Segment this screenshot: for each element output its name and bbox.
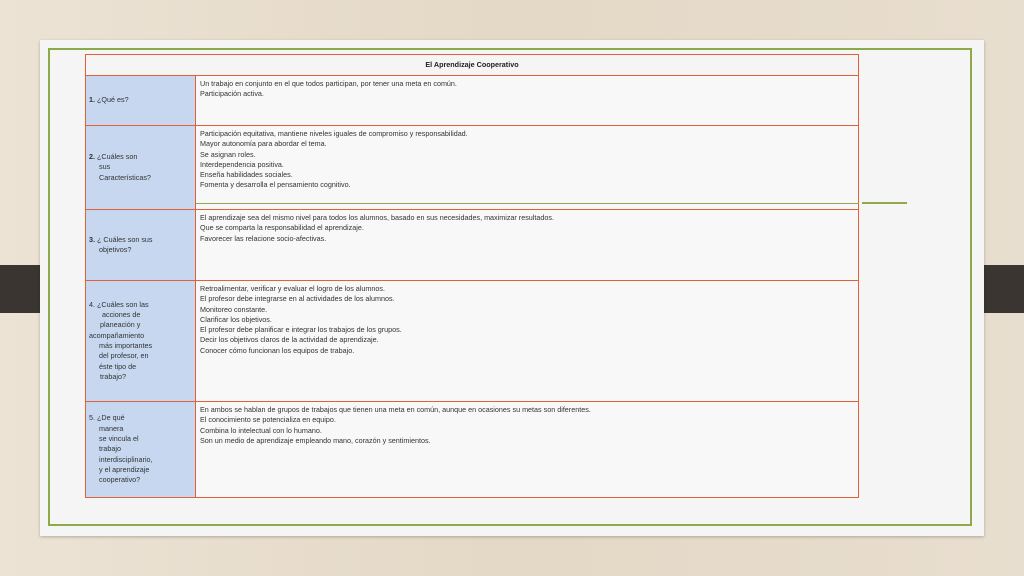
question-text: más importantes: [99, 341, 153, 350]
answer-line: Participación activa.: [200, 89, 264, 99]
question-text: planeación y: [100, 320, 141, 330]
question-text: manera: [99, 423, 124, 433]
question-number: 4.: [89, 299, 95, 309]
answer-line: Interdependencia positiva.: [200, 159, 284, 169]
answer-line: Enseña habilidades sociales.: [200, 170, 293, 180]
question-text: trabajo: [99, 444, 121, 454]
answer-line: El conocimiento se potencializa en equipo.: [200, 415, 336, 425]
answer-cell: [196, 281, 859, 402]
question-text: ¿Cuáles son las: [97, 299, 149, 309]
question-text: sus: [99, 162, 111, 172]
question-text: ¿Qué es?: [97, 95, 129, 105]
question-text: Características?: [99, 172, 151, 182]
question-text: interdisciplinario,: [99, 454, 153, 464]
question-number: 2.: [89, 152, 95, 162]
answer-line: Son un medio de aprendizaje empleando mano, corazón y sentimientos.: [200, 435, 431, 445]
answer-line: Mayor autonomía para abordar el tema.: [200, 139, 327, 149]
answer-line: Fomenta y desarrolla el pensamiento cognitivo.: [200, 180, 351, 190]
table-title-row: [86, 55, 859, 76]
answer-line: Combina lo intelectual con lo humano.: [200, 425, 322, 435]
question-text: éste tipo de: [99, 361, 137, 371]
answer-line: Un trabajo en conjunto en el que todos participan, por tener una meta en común.: [200, 79, 457, 88]
question-text: cooperativo?: [99, 475, 141, 485]
answer-line: Decir los objetivos claros de la actividad de aprendizaje.: [200, 335, 379, 345]
answer-line: Participación equitativa, mantiene niveles iguales de compromiso y responsabilidad.: [200, 129, 468, 138]
question-number: 1.: [89, 95, 95, 105]
question-text: objetivos?: [99, 245, 132, 254]
question-text: trabajo?: [100, 371, 126, 381]
question-number: 5.: [89, 413, 95, 423]
table-row: [86, 76, 859, 126]
table-row: [86, 402, 859, 498]
question-cell: [86, 210, 196, 281]
question-text: del profesor, en: [99, 351, 149, 361]
answer-line: Se asignan roles.: [200, 149, 256, 159]
question-text: se vincula el: [99, 434, 139, 444]
answer-cell: [196, 76, 859, 126]
question-cell: [86, 402, 196, 498]
question-text: ¿Cuáles son: [97, 152, 138, 162]
answer-line: Clarificar los objetivos.: [200, 314, 272, 324]
answer-cell: [196, 402, 859, 498]
question-text: ¿ Cuáles son sus: [97, 234, 153, 244]
question-text: acompañamiento: [89, 330, 145, 340]
answer-line: Retroalimentar, verificar y evaluar el logro de los alumnos.: [200, 284, 385, 293]
question-cell: [86, 126, 196, 210]
answer-line: En ambos se hablan de grupos de trabajos que tienen una meta en común, aunque en ocasiones su metas son diferentes.: [200, 405, 591, 414]
answer-cell: [196, 126, 859, 210]
green-accent-line: [862, 202, 907, 204]
cooperative-learning-table: [85, 54, 859, 498]
answer-line: Que se comparta la responsabilidad el aprendizaje.: [200, 223, 364, 233]
question-text: acciones de: [102, 310, 141, 320]
answer-line: El aprendizaje sea del mismo nivel para todos los alumnos, basado en sus necesidades, maximizar resultados.: [200, 213, 554, 222]
answer-line: El profesor debe planificar e integrar los trabajos de los grupos.: [200, 325, 402, 335]
question-number: 3.: [89, 234, 95, 244]
question-text: ¿De qué: [97, 413, 125, 423]
table-row: [86, 210, 859, 281]
answer-line: El profesor debe integrarse en al actividades de los alumnos.: [200, 294, 395, 304]
green-divider-line: [196, 203, 859, 204]
question-cell: [86, 281, 196, 402]
table-row: [86, 126, 859, 210]
question-cell: [86, 76, 196, 126]
table-row: [86, 281, 859, 402]
question-text: y el aprendizaje: [99, 464, 150, 474]
answer-line: Favorecer las relacione socio-afectivas.: [200, 233, 327, 243]
answer-line: Monitoreo constante.: [200, 304, 268, 314]
answer-line: Conocer cómo funcionan los equipos de trabajo.: [200, 345, 355, 355]
answer-cell: [196, 210, 859, 281]
table-title: El Aprendizaje Cooperativo: [86, 55, 859, 76]
